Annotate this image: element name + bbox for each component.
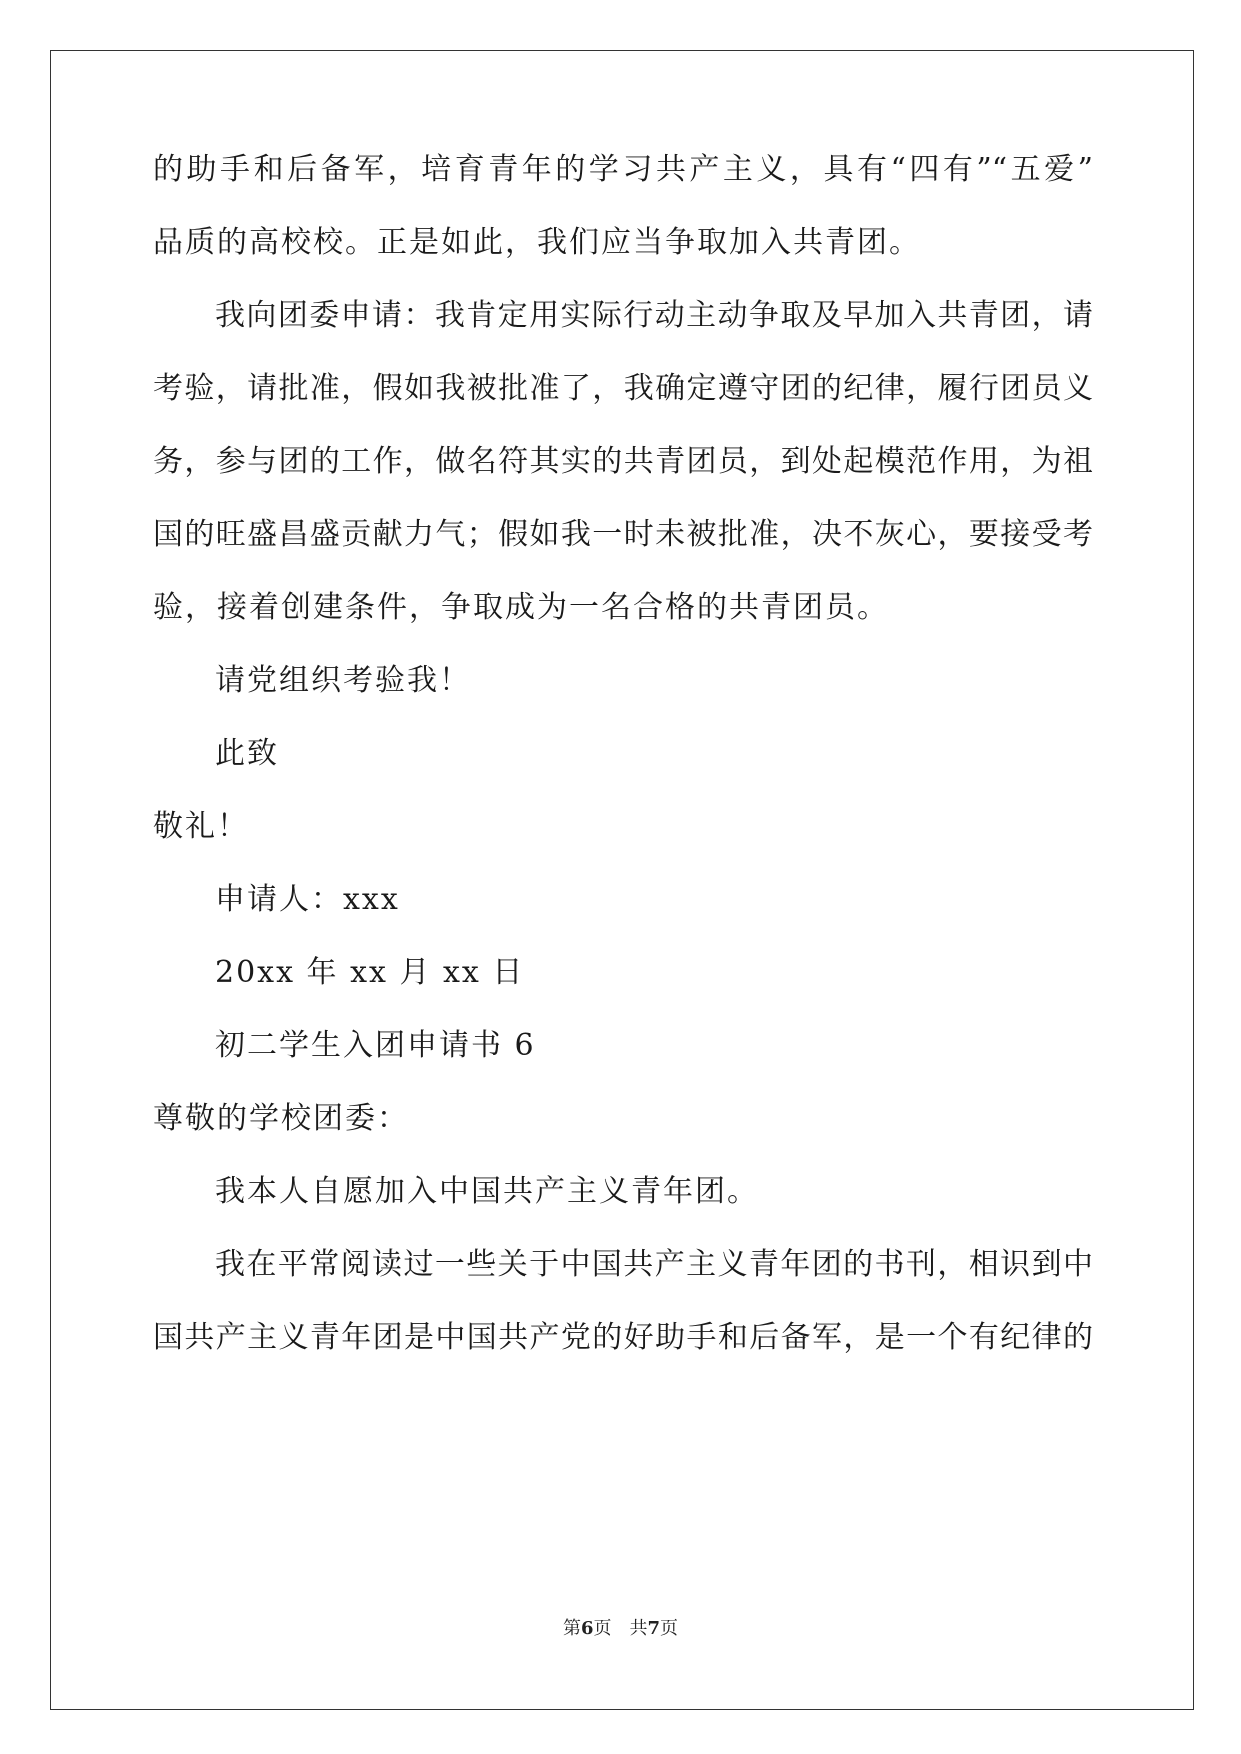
- applicant-signature: 申请人：xxx: [215, 882, 400, 917]
- section-heading: 初二学生入团申请书 6: [215, 1028, 536, 1063]
- current-page-number: 6: [580, 1618, 594, 1639]
- closing-salutation: 此致: [215, 736, 279, 771]
- paragraph-first-line: 请党组织考验我！: [215, 663, 471, 698]
- body-text-line: 考验，请批准，假如我被批准了，我确定遵守团的纪律，履行团员义: [153, 371, 1093, 406]
- total-page-count: 7: [647, 1618, 661, 1639]
- body-text-line: 验，接着创建条件，争取成为一名合格的共青团员。: [153, 590, 889, 625]
- footer-suffix: 页: [660, 1618, 679, 1639]
- application-date: 20xx 年 xx 月 xx 日: [215, 955, 525, 990]
- paragraph-first-line: 我向团委申请：我肯定用实际行动主动争取及早加入共青团，请: [215, 298, 1093, 333]
- footer-prefix: 第: [562, 1618, 581, 1639]
- body-text-line: 的助手和后备军，培育青年的学习共产主义，具有“四有”“五爱”: [153, 152, 1093, 187]
- closing-regards: 敬礼！: [153, 809, 249, 844]
- body-text-line: 务，参与团的工作，做名符其实的共青团员，到处起模范作用，为祖: [153, 444, 1093, 479]
- body-text-line: 国共产主义青年团是中国共产党的好助手和后备军，是一个有纪律的: [153, 1320, 1093, 1355]
- body-text-line: 品质的高校校。正是如此，我们应当争取加入共青团。: [153, 225, 921, 260]
- footer-middle: 页 共: [593, 1618, 648, 1639]
- page-number-footer: [0, 1617, 1241, 1641]
- letter-greeting: 尊敬的学校团委：: [153, 1101, 409, 1136]
- body-text-line: 国的旺盛昌盛贡献力气；假如我一时未被批准，决不灰心，要接受考: [153, 517, 1093, 552]
- paragraph-first-line: 我本人自愿加入中国共产主义青年团。: [215, 1174, 759, 1209]
- paragraph-first-line: 我在平常阅读过一些关于中国共产主义青年团的书刊，相识到中: [215, 1247, 1093, 1282]
